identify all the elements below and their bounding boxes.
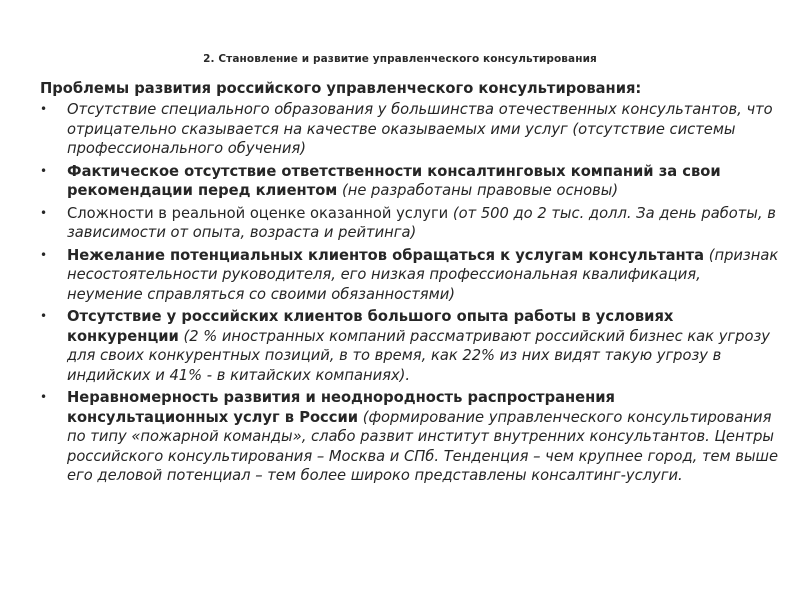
bullet-icon: •: [40, 205, 48, 220]
bullet-icon: •: [40, 163, 48, 178]
item-italic-text: (2 % иностранных компаний рассматривают российский бизнес как угрозу для своих конкурентных позиций, в то время, как 22% из них видят такую угрозу в индийских и 41% - в китайских компаниях).: [67, 327, 770, 384]
content-heading: Проблемы развития российского управленческого консультирования:: [40, 80, 642, 97]
list-item: [40, 204, 780, 243]
item-italic-text: (от 500 до 2 тыс. долл. За день работы, в зависимости от опыта, возраста и рейтинга): [67, 204, 776, 241]
list-item: [40, 100, 780, 159]
slide-content: [40, 79, 780, 489]
slide-title: 2. Становление и развитие управленческого консультирования: [203, 53, 597, 65]
item-text: Сложности в реальной оценке оказанной услуги: [67, 204, 449, 222]
list-item: [40, 162, 780, 201]
list-item: [40, 246, 780, 305]
item-bold-text: Нежелание потенциальных клиентов обращаться к услугам консультанта: [67, 246, 705, 264]
item-italic-text: (признак несостоятельности руководителя, его низкая профессиональная квалификация, неумение справляться со своими обязанностями): [67, 246, 779, 303]
bullet-icon: •: [40, 247, 48, 262]
item-bold-text: Неравномерность развития и неоднородность распространения консультационных услуг в России: [67, 389, 615, 426]
item-italic-text: (не разработаны правовые основы): [337, 182, 619, 199]
bullet-icon: •: [40, 390, 48, 404]
bullet-icon: •: [40, 102, 48, 116]
item-italic-text: (формирование управленческого консультирования по типу «пожарной команды», слабо развит институт внутренних консультантов. Центры российского консультирования – Москва и СПб. Тенденция – чем крупнее город, тем выше его деловой потенциал – тем более широко представлены консалтинг-услуги.: [67, 408, 779, 484]
bullet-icon: •: [40, 309, 48, 323]
problems-list: [40, 100, 780, 486]
item-text: Отсутствие специального образования у большинства отечественных консультантов, что отрицательно сказывается на качестве оказываемых ими услуг (отсутствие системы профессионального обучения): [67, 101, 773, 157]
item-bold-text: Отсутствие у российских клиентов большого опыта работы в условиях конкуренции: [67, 308, 674, 345]
list-item: [40, 307, 780, 385]
list-item: [40, 388, 780, 486]
item-bold-text: Фактическое отсутствие ответственности консалтинговых компаний за свои рекомендации перед клиентом: [67, 162, 721, 199]
